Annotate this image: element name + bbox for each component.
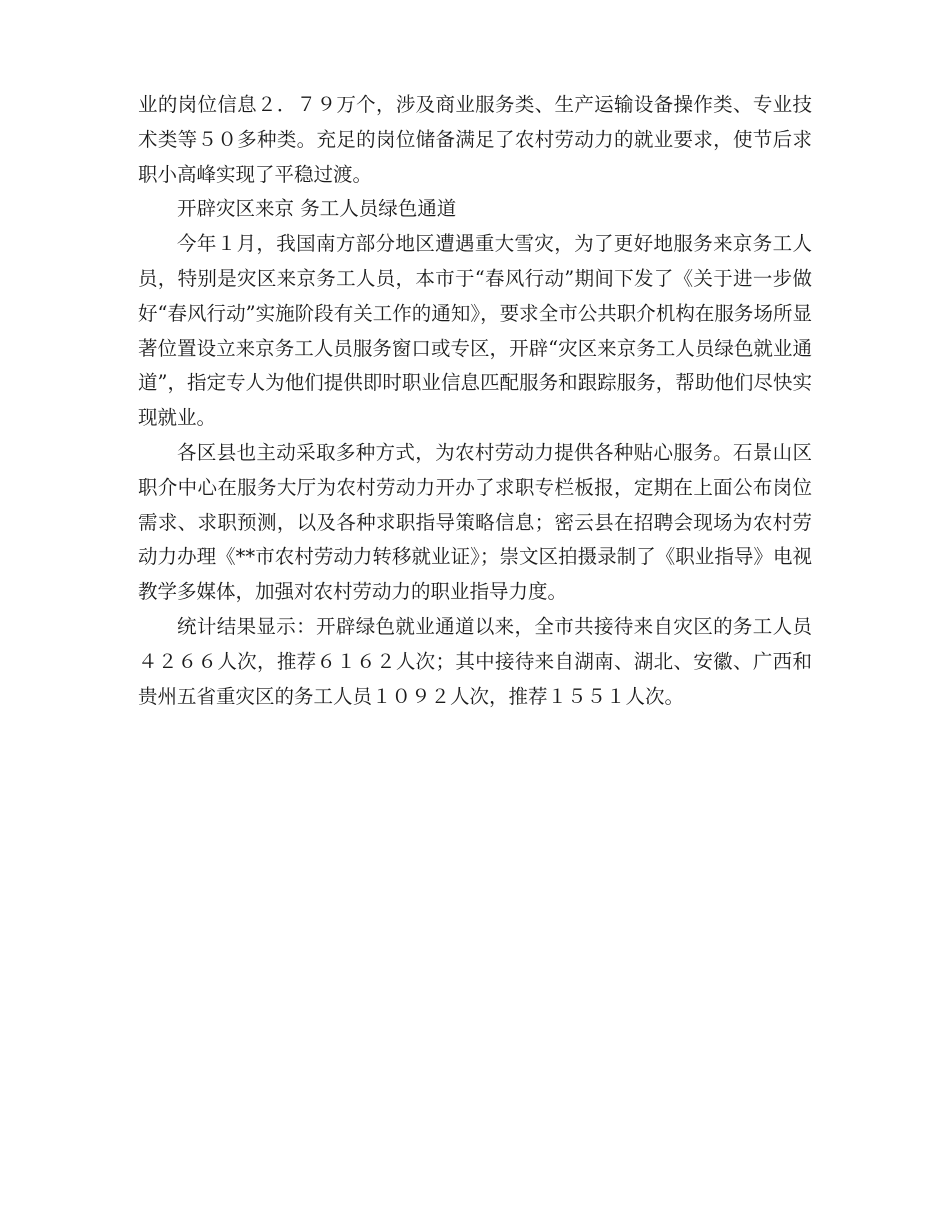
paragraph: 各区县也主动采取多种方式，为农村劳动力提供各种贴心服务。石景山区职介中心在服务大厅为农村劳动力开办了求职专栏板报，定期在上面公布岗位需求、求职预测，以及各种求职指导策略信息；密云县在招聘会现场为农村劳动力办理《**市农村劳动力转移就业证》；崇文区拍摄录制了《职业指导》电视教学多媒体，加强对农村劳动力的职业指导力度。 xyxy=(138,440,812,604)
paragraph-continuation: 业的岗位信息２．７９万个，涉及商业服务类、生产运输设备操作类、专业技术类等５０多种类。充足的岗位储备满足了农村劳动力的就业要求，使节后求职小高峰实现了平稳过渡。 xyxy=(138,93,812,186)
paragraph: 今年１月，我国南方部分地区遭遇重大雪灾，为了更好地服务来京务工人员，特别是灾区来京务工人员，本市于“春风行动”期间下发了《关于进一步做好“春风行动”实施阶段有关工作的通知》，要求全市公共职介机构在服务场所显著位置设立来京务工人员服务窗口或专区，开辟“灾区来京务工人员绿色就业通道”，指定专人为他们提供即时职业信息匹配服务和跟踪服务，帮助他们尽快实现就业。 xyxy=(138,232,812,430)
section-heading: 开辟灾区来京 务工人员绿色通道 xyxy=(177,197,457,221)
paragraph: 统计结果显示：开辟绿色就业通道以来，全市共接待来自灾区的务工人员４２６６人次，推荐６１６２人次；其中接待来自湖南、湖北、安徽、广西和贵州五省重灾区的务工人员１０９２人次，推荐１５５１人次。 xyxy=(138,614,812,708)
document-page xyxy=(138,88,812,714)
